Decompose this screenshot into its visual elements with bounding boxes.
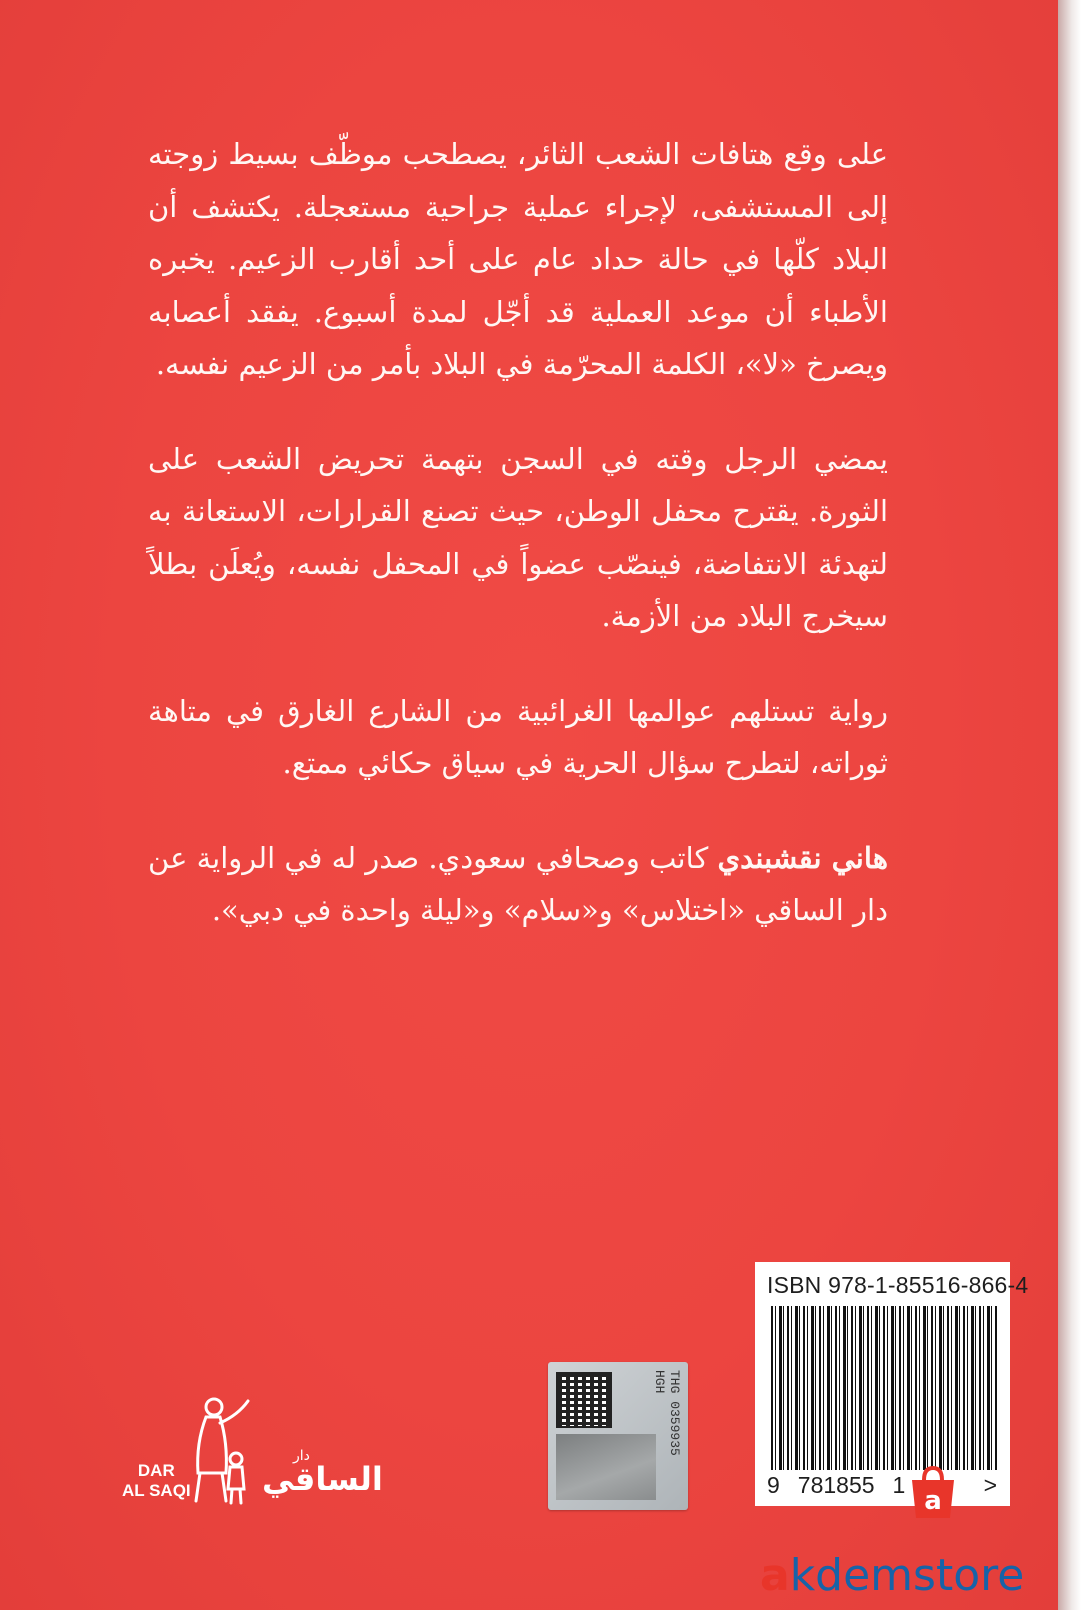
author-bio: كاتب وصحافي سعودي. صدر له في الرواية عن دار الساقي «اختلاس» و«سلام» و«ليلة واحدة في دبي». [148,840,888,927]
store-watermark-name: kdemstore [789,1550,1025,1601]
barcode-arrow: > [983,1472,997,1498]
svg-text:a: a [924,1486,942,1516]
store-cart-icon [902,1462,964,1524]
isbn-barcode-box [755,1262,1029,1506]
author-name: هاني نقشبندي [717,840,888,875]
blurb-paragraph-2: يمضي الرجل وقته في السجن بتهمة تحريض الشعب على الثورة. يقترح محفل الوطن، حيث تصنع القرارات، الاستعانة به لتهدئة الانتفاضة، فينصّب عضواً في المحفل نفسه، ويُعلَن بطلاً سيخرج البلاد من الأزمة. [148,441,888,633]
sticker-image [556,1434,656,1500]
cover-edge [1058,0,1081,1610]
store-watermark [760,1548,1060,1604]
sticker-code: THG 0359935 HGH [652,1370,682,1456]
barcode-digit-group1: 781855 [797,1472,875,1498]
publisher-latin-line1: DAR [137,1461,175,1480]
barcode-icon [771,1306,997,1470]
publisher-latin-line2: AL SAQI [122,1481,191,1500]
barcode-digit-group2: 1 [892,1472,906,1498]
isbn-label: ISBN 978-1-85516-866-4 [767,1272,1029,1298]
publisher-arabic-small: دار [293,1448,310,1464]
blurb-paragraph-3: رواية تستلهم عوالمها الغرائبية من الشارع الغارق في متاهة ثوراته، لتطرح سؤال الحرية في سياق حكائي ممتع. [148,693,888,780]
store-watermark-prefix: a [760,1550,790,1601]
barcode-digit-lead: 9 [767,1472,780,1498]
price-sticker [548,1362,688,1510]
blurb-paragraph-1: على وقع هتافات الشعب الثائر، يصطحب موظّف بسيط زوجته إلى المستشفى، لإجراء عملية جراحية مستعجلة. يكتشف أن البلاد كلّها في حالة حداد عام على أحد أقارب الزعيم. يخبره الأطباء أن موعد العملية قد أجّل لمدة أسبوع. يفقد أعصابه ويصرخ «لا»، الكلمة المحرّمة في البلاد بأمر من الزعيم نفسه. [148,137,888,381]
qr-code-icon [556,1372,612,1428]
author-bio-paragraph [148,832,888,937]
publisher-figure-icon [176,1393,266,1508]
blurb-text [148,128,888,937]
publisher-logo-arabic: الساقي [262,1460,383,1498]
